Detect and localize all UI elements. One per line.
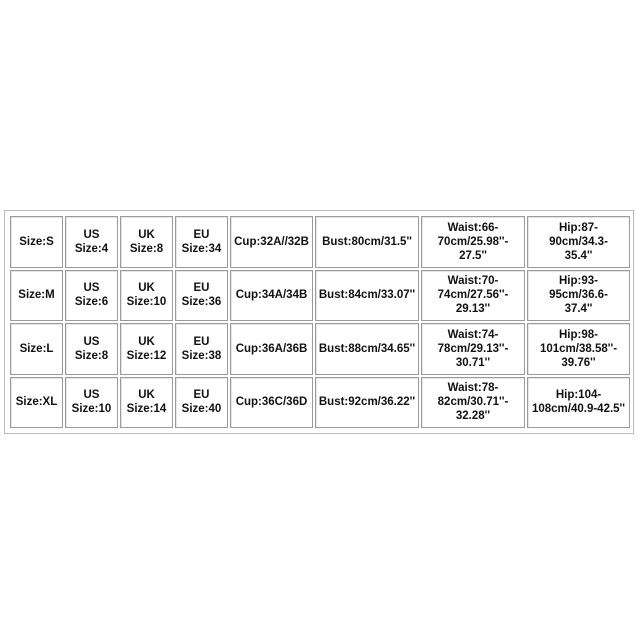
table-row <box>10 377 630 429</box>
size-chart-table <box>8 214 632 430</box>
size-cell: Size:M <box>10 270 63 322</box>
hip-cell: Hip:104- 108cm/40.9-42.5'' <box>527 377 630 429</box>
bust-cell: Bust:88cm/34.65'' <box>315 323 419 375</box>
size-cell: Size:S <box>10 216 63 268</box>
table-row <box>10 270 630 322</box>
waist-cell: Waist:66- 70cm/25.98''- 27.5'' <box>421 216 525 268</box>
hip-cell: Hip:87-90cm/34.3- 35.4'' <box>527 216 630 268</box>
waist-cell: Waist:70- 74cm/27.56''- 29.13'' <box>421 270 525 322</box>
cup-cell: Cup:36A/36B <box>230 323 313 375</box>
bust-cell: Bust:92cm/36.22'' <box>315 377 419 429</box>
cup-cell: Cup:36C/36D <box>230 377 313 429</box>
hip-cell: Hip:98- 101cm/38.58''- 39.76'' <box>527 323 630 375</box>
uk-size-cell: UK Size:8 <box>120 216 173 268</box>
us-size-cell: US Size:10 <box>65 377 118 429</box>
us-size-cell: US Size:6 <box>65 270 118 322</box>
us-size-cell: US Size:8 <box>65 323 118 375</box>
size-cell: Size:XL <box>10 377 63 429</box>
bust-cell: Bust:84cm/33.07'' <box>315 270 419 322</box>
cup-cell: Cup:34A/34B <box>230 270 313 322</box>
size-cell: Size:L <box>10 323 63 375</box>
cup-cell: Cup:32A//32B <box>230 216 313 268</box>
uk-size-cell: UK Size:10 <box>120 270 173 322</box>
bust-cell: Bust:80cm/31.5'' <box>315 216 419 268</box>
eu-size-cell: EU Size:34 <box>175 216 228 268</box>
table-row <box>10 216 630 268</box>
size-chart-frame <box>4 210 634 434</box>
eu-size-cell: EU Size:36 <box>175 270 228 322</box>
uk-size-cell: UK Size:14 <box>120 377 173 429</box>
waist-cell: Waist:78- 82cm/30.71''- 32.28'' <box>421 377 525 429</box>
uk-size-cell: UK Size:12 <box>120 323 173 375</box>
hip-cell: Hip:93-95cm/36.6- 37.4'' <box>527 270 630 322</box>
us-size-cell: US Size:4 <box>65 216 118 268</box>
table-row <box>10 323 630 375</box>
eu-size-cell: EU Size:40 <box>175 377 228 429</box>
eu-size-cell: EU Size:38 <box>175 323 228 375</box>
waist-cell: Waist:74- 78cm/29.13''- 30.71'' <box>421 323 525 375</box>
